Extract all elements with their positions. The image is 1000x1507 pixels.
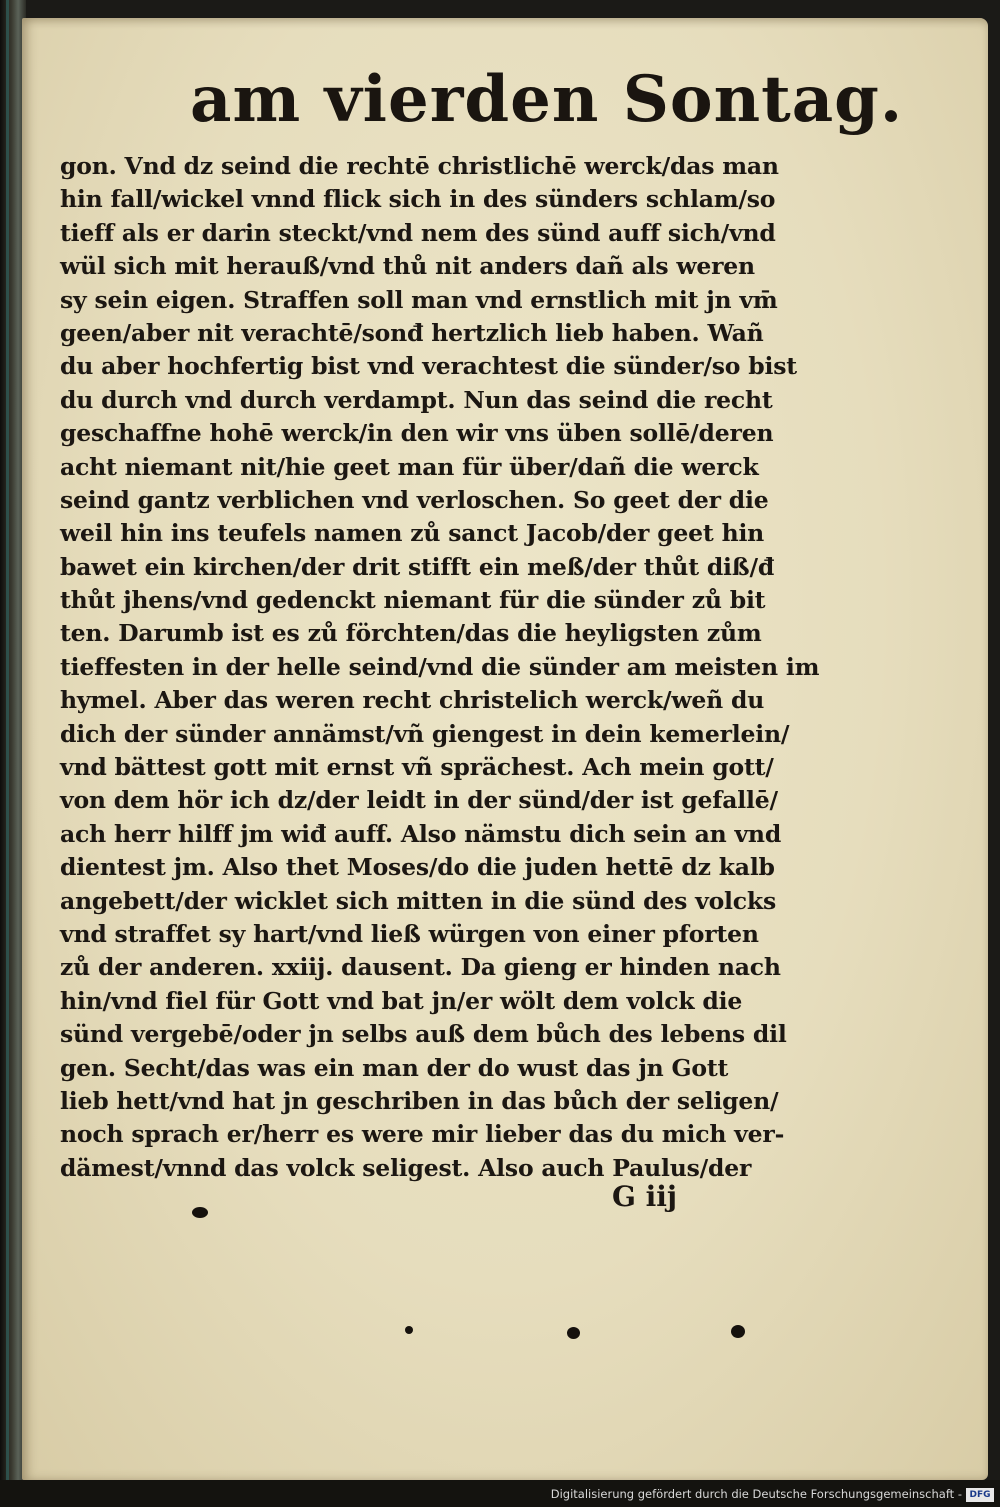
text-line: sünd vergebē/oder jn selbs auß dem bůch des lebens dil <box>60 1020 787 1049</box>
text-line: bawet ein kirchen/der drit stifft ein meß/der thůt diß/đ <box>60 552 775 581</box>
text-line: hin fall/wickel vnnd flick sich in des sünders schlam/so <box>60 185 776 214</box>
text-line: ach herr hilff jm wiđ auff. Also nämstu dich sein an vnd <box>60 819 782 848</box>
text-line: dich der sünder annämst/vñ giengest in dein kemerlein/ <box>60 719 790 748</box>
ink-blot <box>192 1207 208 1218</box>
ink-blot <box>567 1327 580 1339</box>
text-line: angebett/der wicklet sich mitten in die sünd des volcks <box>60 886 777 915</box>
footer-credit: Digitalisierung gefördert durch die Deutsche Forschungsgemeinschaft - <box>550 1487 962 1501</box>
text-line: thůt jhens/vnd gedenckt niemant für die sünder zů bit <box>60 586 766 615</box>
text-line: noch sprach er/herr es were mir lieber das du mich ver- <box>60 1120 785 1149</box>
text-line: acht niemant nit/hie geet man für über/dañ die werck <box>60 452 759 481</box>
text-block <box>60 150 820 1185</box>
signature-mark: G iij <box>612 1180 678 1213</box>
running-head: am vierden Sontag. <box>190 62 904 137</box>
text-line: gon. Vnd dz seind die rechtē christlichē werck/das man <box>60 152 779 180</box>
spine-stripe <box>6 0 9 1480</box>
text-line: weil hin ins teufels namen zů sanct Jacob/der geet hin <box>60 519 765 548</box>
text-line: dientest jm. Also thet Moses/do die juden hettē dz kalb <box>60 853 775 882</box>
dfg-logo: DFG <box>966 1488 994 1502</box>
text-line: gen. Secht/das was ein man der do wust das jn Gott <box>60 1053 729 1082</box>
text-line: seind gantz verblichen vnd verloschen. So geet der die <box>60 485 769 514</box>
ink-blot <box>731 1325 745 1338</box>
text-line: von dem hör ich dz/der leidt in der sünd/der ist gefallē/ <box>60 786 778 815</box>
text-line: du aber hochfertig bist vnd verachtest die sünder/so bist <box>60 352 797 381</box>
text-line: geen/aber nit verachtē/sonđ hertzlich lieb haben. Wañ <box>60 318 764 347</box>
text-line: sy sein eigen. Straffen soll man vnd ernstlich mit jn vm̄ <box>60 285 778 314</box>
text-line: hin/vnd fiel für Gott vnd bat jn/er wölt dem volck die <box>60 986 743 1015</box>
text-line: zů der anderen. xxiij. dausent. Da gieng er hinden nach <box>60 953 781 982</box>
text-line: wül sich mit herauß/vnd thů nit anders dañ als weren <box>60 252 755 281</box>
footer-bar <box>0 1480 1000 1507</box>
text-line: tieff als er darin steckt/vnd nem des sünd auff sich/vnd <box>60 218 776 247</box>
text-line: vnd straffet sy hart/vnd ließ würgen von einer pforten <box>60 919 759 948</box>
text-line: vnd bättest gott mit ernst vñ sprächest. Ach mein gott/ <box>60 753 774 782</box>
ink-blot <box>405 1326 413 1334</box>
text-line: hymel. Aber das weren recht christelich werck/weñ du <box>60 686 765 715</box>
text-line: lieb hett/vnd hat jn geschriben in das bůch der seligen/ <box>60 1086 779 1115</box>
text-line: ten. Darumb ist es zů förchten/das die heyligsten zům <box>60 619 762 648</box>
text-line: du durch vnd durch verdampt. Nun das seind die recht <box>60 385 773 414</box>
text-line: dämest/vnnd das volck seligest. Also auch Paulus/der <box>60 1153 752 1182</box>
text-line: geschaffne hohē werck/in den wir vns üben sollē/deren <box>60 419 774 448</box>
text-line: tieffesten in der helle seind/vnd die sünder am meisten im <box>60 652 820 681</box>
